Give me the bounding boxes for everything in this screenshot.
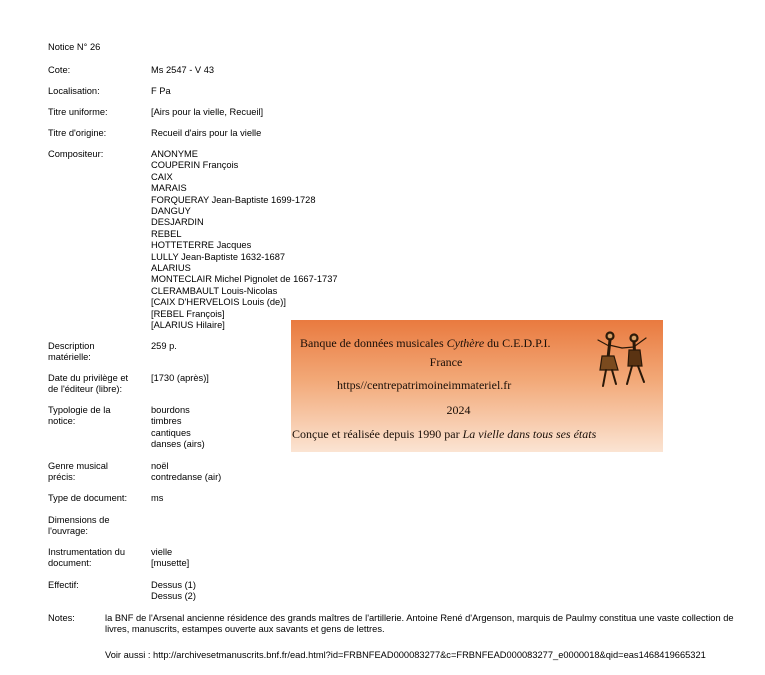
database-banner (291, 320, 663, 452)
notice-title: Notice N° 26 (48, 42, 101, 52)
field-label (48, 461, 144, 484)
notes-label: Notes: (48, 613, 75, 623)
instrumentation-item: vielle (151, 547, 173, 557)
field-label-line: l'ouvrage: (48, 526, 89, 537)
typology-item: bourdons (151, 405, 190, 415)
field-value: Recueil d'airs pour la vielle (151, 128, 262, 138)
composer-item: DESJARDIN (151, 217, 204, 228)
instrumentation-list (151, 547, 189, 570)
instrumentation-item: [musette] (151, 558, 190, 569)
composer-item: CAIX (151, 171, 173, 182)
typology-list (151, 405, 205, 451)
field-label (48, 547, 144, 570)
field-label (48, 341, 144, 364)
banner-text: Banque de données musicales (300, 336, 447, 350)
banner-line-year: 2024 (446, 403, 471, 417)
field-label-line: Description (48, 341, 95, 351)
banner-line-database (300, 336, 551, 350)
field-label (48, 373, 144, 396)
composer-item: MONTECLAIR Michel Pignolet de 1667-1737 (151, 274, 338, 285)
field-value: Ms 2547 - V 43 (151, 65, 215, 75)
banner-text-italic: Cythère (446, 336, 485, 350)
field-label: Type de document: (48, 493, 128, 503)
composer-item: COUPERIN François (151, 160, 239, 171)
field-label-line: précis: (48, 472, 76, 483)
composer-item: ANONYME (151, 149, 199, 159)
field-label: Effectif: (48, 580, 79, 590)
typology-item: danses (airs) (151, 439, 205, 450)
banner-line-credits (292, 427, 596, 441)
effectif-list (151, 580, 196, 603)
field-label-line: Instrumentation du (48, 547, 126, 557)
field-label-line: notice: (48, 416, 76, 427)
genre-list (151, 461, 221, 484)
field-label (48, 515, 144, 538)
banner-text: Conçue et réalisée depuis 1990 par (292, 427, 463, 441)
field-label-line: Date du privilège et (48, 373, 129, 383)
field-label (48, 405, 144, 428)
genre-item: noël (151, 461, 169, 471)
field-label-line: document: (48, 558, 92, 569)
effectif-item: Dessus (2) (151, 591, 196, 602)
genre-item: contredanse (air) (151, 472, 222, 483)
composer-item: REBEL (151, 228, 182, 239)
typology-item: timbres (151, 416, 182, 427)
field-label: Cote: (48, 65, 71, 75)
field-label: Compositeur: (48, 149, 104, 159)
composer-item: DANGUY (151, 206, 191, 217)
composer-item: [CAIX D'HERVELOIS Louis (de)] (151, 297, 286, 308)
composer-item: [ALARIUS Hilaire] (151, 320, 225, 331)
field-label: Localisation: (48, 86, 100, 96)
composer-item: CLERAMBAULT Louis-Nicolas (151, 285, 278, 296)
composer-item: LULLY Jean-Baptiste 1632-1687 (151, 251, 286, 262)
banner-line-website: https//centrepatrimoineimmateriel.fr (337, 378, 512, 392)
notes-see-also-link[interactable]: Voir aussi : http://archivesetmanuscrits.bnf.fr/ead.html?id=FRBNFEAD000083277&c=FRBNFEAD000083277_e0000018&qid=eas1468419665321 (105, 650, 706, 660)
composer-item: ALARIUS (151, 263, 191, 274)
field-value: 259 p. (151, 341, 177, 351)
banner-text: du C.E.D.P.I. (484, 336, 551, 350)
field-label-line: Genre musical (48, 461, 108, 471)
composer-item: HOTTETERRE Jacques (151, 240, 252, 251)
field-value: F Pa (151, 86, 171, 96)
field-label: Titre uniforme: (48, 107, 108, 117)
notes-text: la BNF de l'Arsenal ancienne résidence des grands maîtres de l'artillerie. Antoine René d'Argenson, marquis de Paulmy constitua une vaste collection de livres, manuscrits, estampes ouverte aux savants et gens de lettres. (105, 613, 734, 635)
field-label-line: matérielle: (48, 352, 91, 363)
field-label-line: Dimensions de (48, 515, 110, 525)
field-label: Titre d'origine: (48, 128, 107, 138)
field-value: [1730 (après)] (151, 373, 209, 383)
composer-item: [REBEL François] (151, 308, 225, 319)
field-label-line: de l'éditeur (libre): (48, 384, 123, 395)
composer-item: MARAIS (151, 183, 187, 194)
composer-list (151, 149, 338, 332)
field-value: ms (151, 493, 164, 503)
typology-item: cantiques (151, 427, 191, 438)
banner-text-italic: La vielle dans tous ses états (462, 427, 597, 441)
composer-item: FORQUERAY Jean-Baptiste 1699-1728 (151, 194, 316, 205)
banner-line-country: France (429, 355, 463, 369)
dancing-couple-icon (594, 326, 650, 392)
field-value: [Airs pour la vielle, Recueil] (151, 107, 264, 117)
field-label-line: Typologie de la (48, 405, 111, 415)
effectif-item: Dessus (1) (151, 580, 196, 590)
